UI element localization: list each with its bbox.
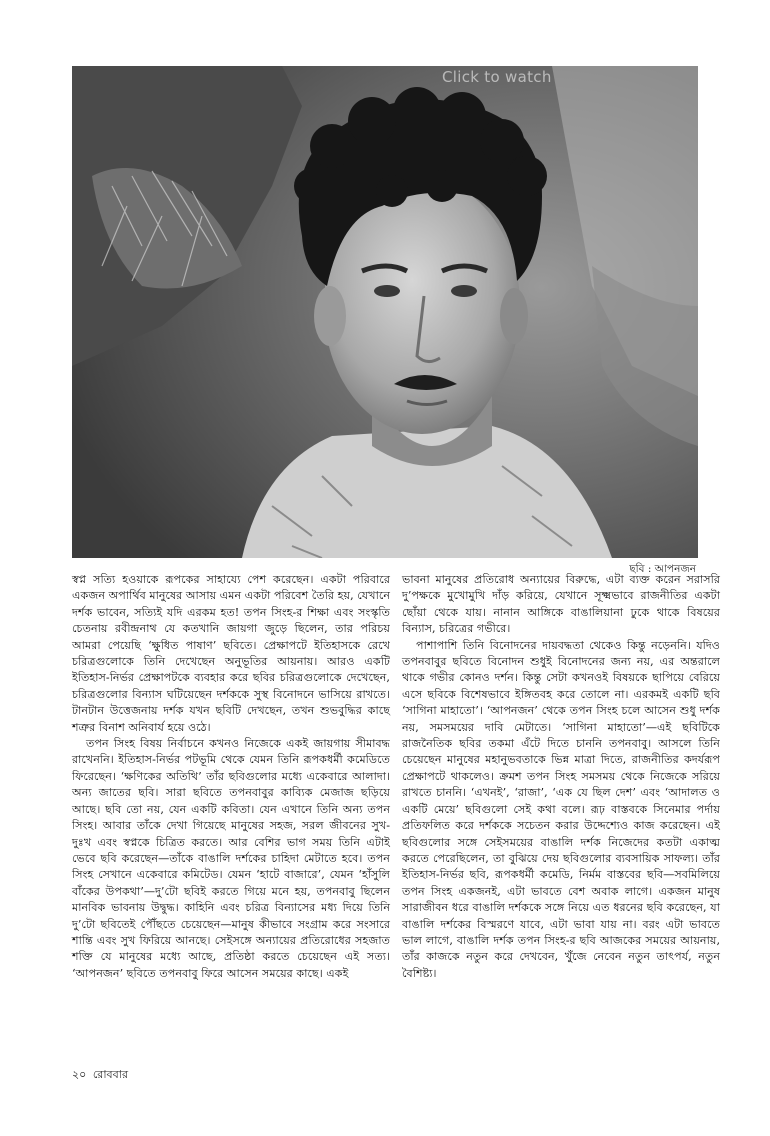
paragraph: তপন সিংহ বিষয় নির্বাচনে কখনও নিজেকে একই জায়গায় সীমাবদ্ধ রাখেননি। ইতিহাস-নির্ভর পটভূমি থেকে যেমন তিনি রূপকধর্মী কমেডিতে ফিরেছেন। ‘ক্ষণিকের অতিথি’ তাঁর ছবিগুলোর মধ্যে একেবারে আলাদা। অন্য জাতের ছবি। সারা ছবিতে তপনবাবুর কাব্যিক মেজাজ ছড়িয়ে আছে। ছবি তো নয়, যেন একটি কবিতা। যেন এখানে তিনি অন্য তপন সিংহ। আবার তাঁকে দেখা গিয়েছে মানুষের সহজ, সরল জীবনের সুখ-দুঃখ এবং স্বপ্নকে চিত্রিত করতে। আর বেশির ভাগ সময় তিনি এটাই ভেবে ছবি করেছেন—তাঁকে বাঙালি দর্শকের চাহিদা মেটাতে হবে। তপন সিংহ সেখানে একেবারে কমিটেড। যেমন ‘হাটে বাজারে’, যেমন ‘হাঁসুলি বাঁকের উপকথা’—দু’টো ছবিই করতে গিয়ে মনে হয়, তপনবাবু ছিলেন মানবিক ভাবনায় উদ্বুদ্ধ। কাহিনি এবং চরিত্র বিন্যাসের মধ্য দিয়ে তিনি দু’টো ছবিতেই পৌঁছতে চেয়েছেন—মানুষ কীভাবে সংগ্রাম করে সংসারে শান্তি এবং সুখ ফিরিয়ে আনছে। সেইসঙ্গে অন্যায়ের প্রতিরোধের সহজাত শক্তি যে মানুষের মধ্যে আছে, প্রতিষ্ঠা করতে চেয়েছেন এই সত্য। ‘আপনজন’ ছবিতে তপনবাবু ফিরে আসেন সময়ের কাছে। একই [72, 737, 390, 980]
film-still-photo [72, 66, 698, 558]
paragraph: স্বপ্ন সত্যি হওয়াকে রূপকের সাহায্যে পেশ করেছেন। একটা পরিবারে একজন অপার্থিব মানুষের আসায় এমন একটা পরিবেশ তৈরি হয়, যেখানে দর্শক ভাবেন, সত্যিই যদি এরকম হত! তপন সিংহ-র শিক্ষা এবং সংস্কৃতি চেতনায় রবীন্দ্রনাথ যে কতখানি জায়গা জুড়ে ছিলেন, তার পরিচয় আমরা পেয়েছি ‘ক্ষুধিত পাষাণ’ ছবিতে। প্রেক্ষাপটে ইতিহাসকে রেখে চরিত্রগুলোকে তিনি দেখেছেন অনুভূতির আয়নায়। আরও একটি ইতিহাস-নির্ভর প্রেক্ষাপটকে ব্যবহার করে ছবির চরিত্রগুলোকে দেখেছেন, চরিত্রগুলোর বিন্যাস ঘটিয়েছেন দর্শককে সুস্থ বিনোদনে ভাসিয়ে রাখতে। টানটান উত্তেজনায় দর্শক যখন ছবিটি দেখছেন, তখন শুভবুদ্ধির কাছে শত্রুর বিনাশ অনিবার্য হয়ে ওঠে। [72, 573, 390, 734]
paragraph: ভাবনা মানুষের প্রতিরোধ অন্যায়ের বিরুদ্ধে, এটা ব্যক্ত করেন সরাসরি দু’পক্ষকে মুখোমুখি দাঁড় করিয়ে, যেখানে সূক্ষ্মভাবে রাজনীতির একটা ছোঁয়া থেকে যায়। নানান আঙ্গিকে বাঙালিয়ানা ঢুকে থাকে বিষয়ের বিন্যাস, চরিত্রের গভীরে। [402, 573, 720, 636]
actor-portrait-image [72, 66, 698, 558]
video-watermark: Click to watch [442, 68, 552, 86]
page-number: ২০ [72, 1068, 87, 1081]
page-footer [72, 1066, 128, 1085]
photo-caption: ছবি : আপনজন [629, 563, 696, 575]
publication-name: রোববার [92, 1068, 129, 1081]
paragraph: পাশাপাশি তিনি বিনোদনের দায়বদ্ধতা থেকেও কিন্তু নড়েননি। যদিও তপনবাবুর ছবিতে বিনোদন শুধুই বিনোদনের জন্য নয়, এর অন্তরালে থাকে গভীর কোনও দর্শন। কিন্তু সেটা কখনওই বিষয়কে ছাপিয়ে বেরিয়ে এসে ছবিকে বিশেষভাবে ইঙ্গিতবহ করে তোলে না। এরকমই একটি ছবি ‘সাগিনা মাহাতো’। ‘আপনজন’ থেকে তপন সিংহ চলে আসেন শুধু দর্শক নয়, সমসময়ের দাবি মেটাতে। ‘সাগিনা মাহাতো’—এই ছবিটিকে রাজনৈতিক ছবির তকমা এঁটে দিতে চাননি তপনবাবু। আসলে তিনি চেয়েছেন মানুষের মহানুভবতাকে ভিন্ন মাত্রা দিতে, রাজনীতির কদর্যরূপ প্রেক্ষাপটে থাকলেও। ক্রমশ তপন সিংহ সমসময় থেকে নিজেকে সরিয়ে রাখতে চাননি। ‘এখনই’, ‘রাজা’, ‘এক যে ছিল দেশ’ এবং ‘আদালত ও একটি মেয়ে’ ছবিগুলো সেই কথা বলে। রূঢ় বাস্তবকে সিনেমার পর্দায় প্রতিফলিত করে দর্শককে সচেতন করার উদ্দেশ্যেও কাজ করেছেন। এই ছবিগুলোর সঙ্গে সেইসময়ের বাঙালি দর্শক নিজেদের কতটা একাত্ম করতে পেরেছিলেন, তা বুঝিয়ে দেয় ছবিগুলোর ব্যবসায়িক সাফল্য। তাঁর ইতিহাস-নির্ভর ছবি, রূপকধর্মী কমেডি, নির্মম বাস্তবের ছবি—সবমিলিয়ে তপন সিংহ একজনই, এটা ভাবতে বেশ অবাক লাগে। একজন মানুষ সারাজীবন ধরে বাঙালি দর্শককে সঙ্গে নিয়ে এত ধরনের ছবি করেছেন, যা বাঙালি দর্শকের বিস্মরণে যাবে, এটা ভাবা যায় না। বরং এটা ভাবতে ভাল লাগে, বাঙালি দর্শক তপন সিংহ-র ছবি আজকের সময়ের আয়নায়, তাঁর কাজকে নতুন করে দেখবেন, খুঁজে নেবেন নতুন তাৎপর্য, নতুন বৈশিষ্ট্য। [402, 638, 720, 980]
article-column-left [72, 572, 390, 982]
article-column-right [402, 572, 720, 982]
